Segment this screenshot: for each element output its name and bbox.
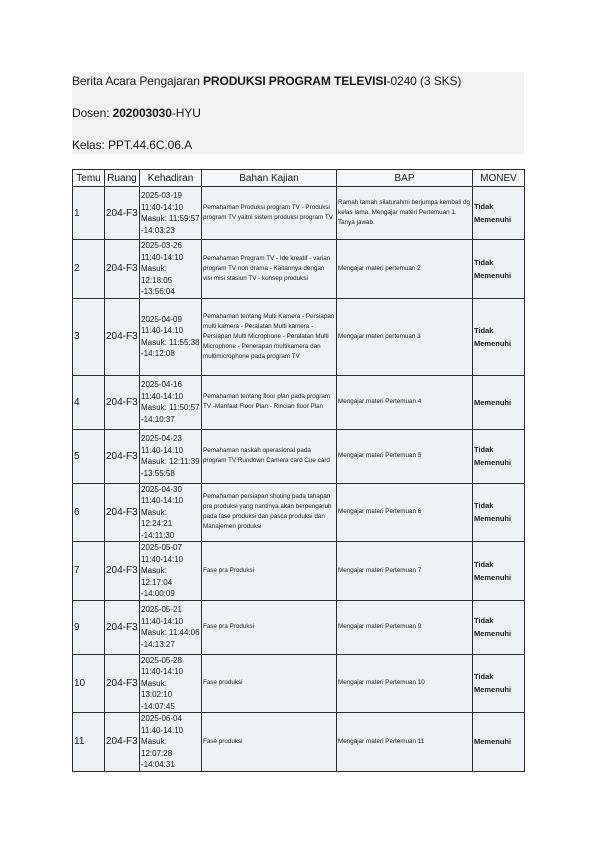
cell-bahan-kajian: Pemahaman tentang floor plan pada program TV -Manfaat Floor Plan - Rincian floor Plan	[202, 375, 337, 429]
cell-kehadiran	[140, 240, 202, 299]
cell-bap: Mengajar materi Pertemuan 9	[337, 600, 473, 654]
cell-bap: Mengajar materi Pertemuan 11	[337, 713, 473, 772]
scheduled-time: 11:40-14:10	[141, 326, 184, 335]
cell-ruang: 204-F3	[105, 375, 140, 429]
attendance-date: 2025-04-30	[141, 484, 182, 494]
cell-monev: Tidak Memenuhi	[473, 240, 525, 299]
check-out-time: -13:56:04	[141, 287, 175, 296]
scheduled-time: 11:40-14:10	[141, 667, 184, 676]
scheduled-time: 11:40-14:10	[141, 554, 184, 564]
cell-bahan-kajian: Fase produksi	[202, 713, 337, 772]
cell-temu: 3	[73, 298, 105, 375]
attendance-date: 2025-05-21	[141, 605, 182, 614]
check-out-time: -14:10:37	[141, 414, 175, 424]
check-out-time: -14:12:08	[141, 349, 175, 358]
check-out-time: -14:13:27	[141, 639, 175, 649]
cell-temu: 11	[73, 713, 105, 772]
col-header-bap: BAP	[337, 170, 473, 187]
cell-bahan-kajian: Fase pra Produksi	[202, 600, 337, 654]
attendance-date: 2025-05-07	[141, 543, 182, 552]
check-in-time: Masuk: 13:02:10	[141, 678, 173, 699]
scheduled-time: 11:40-14:10	[141, 616, 184, 626]
lecturer-line	[72, 106, 201, 120]
cell-bap: Mengajar materi pertemuan 2	[337, 240, 473, 299]
check-out-time: -14:11:30	[141, 530, 175, 540]
cell-temu: 9	[73, 600, 105, 654]
cell-temu: 10	[73, 654, 105, 713]
cell-monev: Tidak Memenuhi	[473, 600, 525, 654]
check-in-time: Masuk: 12:18:05	[141, 264, 173, 285]
table-row	[73, 713, 525, 772]
table-row	[73, 483, 525, 542]
cell-kehadiran	[140, 375, 202, 429]
cell-kehadiran	[140, 654, 202, 713]
cell-bap: Mengajar materi Pertemuan 10	[337, 654, 473, 713]
check-in-time: Masuk: 11:50:57	[141, 403, 200, 412]
title-prefix: Berita Acara Pengajaran	[72, 74, 204, 88]
course-name: PRODUKSI PROGRAM TELEVISI	[203, 74, 387, 88]
cell-ruang: 204-F3	[105, 542, 140, 601]
cell-monev: Tidak Memenuhi	[473, 187, 525, 240]
cell-bap: Mengajar materi Pertemuan 4	[337, 375, 473, 429]
cell-monev: Tidak Memenuhi	[473, 483, 525, 542]
lecturer-id: 202003030	[112, 106, 172, 120]
table-row	[73, 654, 525, 713]
cell-bap: Mengajar materi Pertemuan 7	[337, 542, 473, 601]
table-row	[73, 600, 525, 654]
teaching-record-table	[72, 169, 525, 772]
cell-bahan-kajian: Fase pra Produksi	[202, 542, 337, 601]
table-row	[73, 298, 525, 375]
attendance-date: 2025-03-26	[141, 241, 182, 250]
check-in-time: Masuk: 12:17:04	[141, 566, 173, 587]
check-in-time: Masuk: 11:55:38	[141, 337, 200, 347]
cell-ruang: 204-F3	[105, 429, 140, 483]
col-header-monev: MONEV	[473, 170, 525, 187]
col-header-temu: Temu	[73, 170, 105, 187]
cell-bahan-kajian: Pemahaman Produksi program TV - Produksi program TV yaitni sistem produksi program TV	[202, 187, 337, 240]
cell-ruang: 204-F3	[105, 483, 140, 542]
cell-bap: Ramah tamah silaturahmi berjumpa kembali dg kelas lama. Mengajar materi Pertemuan 1. Tanya jawab.	[337, 187, 473, 240]
cell-temu: 1	[73, 187, 105, 240]
check-in-time: Masuk: 11:59:57	[141, 214, 200, 223]
scheduled-time: 11:40-14:10	[141, 202, 184, 212]
cell-ruang: 204-F3	[105, 298, 140, 375]
col-header-ruang: Ruang	[105, 170, 140, 187]
cell-monev: Tidak Memenuhi	[473, 542, 525, 601]
table-row	[73, 187, 525, 240]
cell-bap: Mengajar materi pertemuan 3	[337, 298, 473, 375]
cell-kehadiran	[140, 713, 202, 772]
cell-ruang: 204-F3	[105, 240, 140, 299]
class-line: Kelas: PPT.44.6C.06.A	[72, 138, 192, 152]
cell-kehadiran	[140, 187, 202, 240]
cell-temu: 7	[73, 542, 105, 601]
cell-monev: Tidak Memenuhi	[473, 298, 525, 375]
table-row	[73, 240, 525, 299]
cell-kehadiran	[140, 483, 202, 542]
cell-bahan-kajian: Pemahaman naskah operasional pada program TV Rundown Camera card Cue card	[202, 429, 337, 483]
check-in-time: Masuk: 11:44:06	[141, 628, 200, 637]
attendance-date: 2025-05-28	[141, 655, 182, 665]
col-header-bahan-kajian: Bahan Kajian	[202, 170, 337, 187]
cell-monev: Tidak Memenuhi	[473, 654, 525, 713]
cell-kehadiran	[140, 542, 202, 601]
cell-ruang: 204-F3	[105, 600, 140, 654]
check-out-time: -14:04:31	[141, 760, 175, 769]
attendance-date: 2025-04-09	[141, 314, 182, 324]
check-out-time: -13:55:58	[141, 468, 175, 478]
cell-ruang: 204-F3	[105, 654, 140, 713]
check-in-time: Masuk: 12:11:39	[141, 457, 200, 466]
cell-temu: 4	[73, 375, 105, 429]
table-row	[73, 542, 525, 601]
check-out-time: -14:03:23	[141, 225, 175, 235]
lecturer-code: -HYU	[171, 106, 201, 120]
cell-kehadiran	[140, 600, 202, 654]
check-out-time: -14:00:09	[141, 589, 175, 598]
document-title	[72, 74, 461, 88]
col-header-kehadiran: Kehadiran	[140, 170, 202, 187]
check-in-time: Masuk: 12:24:21	[141, 507, 173, 528]
scheduled-time: 11:40-14:10	[141, 725, 184, 735]
attendance-date: 2025-03-19	[141, 191, 182, 200]
course-code-sks: -0240 (3 SKS)	[386, 74, 462, 88]
cell-temu: 2	[73, 240, 105, 299]
check-in-time: Masuk: 12:07:28	[141, 737, 173, 758]
cell-kehadiran	[140, 298, 202, 375]
table-row	[73, 429, 525, 483]
cell-bap: Mengajar materi Pertemuan 5	[337, 429, 473, 483]
check-out-time: -14:07:45	[141, 701, 175, 711]
attendance-date: 2025-04-23	[141, 434, 182, 443]
attendance-date: 2025-06-04	[141, 714, 182, 723]
table-header-row	[73, 170, 525, 187]
table-row	[73, 375, 525, 429]
cell-monev: Memenuhi	[473, 375, 525, 429]
cell-monev: Memenuhi	[473, 713, 525, 772]
cell-temu: 6	[73, 483, 105, 542]
scheduled-time: 11:40-14:10	[141, 252, 184, 262]
cell-ruang: 204-F3	[105, 713, 140, 772]
cell-bap: Mengajar materi Pertemuan 6	[337, 483, 473, 542]
cell-bahan-kajian: Pemahaman persiapan shoting pada tahapan pra produksi yang nantinya akan berpengaruh pada fase produksi dan pasca produksi dan Manajemen produksi	[202, 483, 337, 542]
cell-bahan-kajian: Pemahaman tentang Multi Kamera - Persiapan multi kamera - Peralatan Multi kamera - Persiapan Multi Microphone - Peralatan Multi Microphone - Penerapan multikamera dan multimicrophone pada program TV	[202, 298, 337, 375]
cell-kehadiran	[140, 429, 202, 483]
cell-ruang: 204-F3	[105, 187, 140, 240]
lecturer-label: Dosen:	[72, 106, 113, 120]
scheduled-time: 11:40-14:10	[141, 391, 184, 401]
cell-bahan-kajian: Pemahaman Program TV - Ide kreatif - varian program TV non drama - Kaitannya dengan visi misi stasiun TV - konsep produksi	[202, 240, 337, 299]
attendance-date: 2025-04-16	[141, 380, 182, 389]
cell-temu: 5	[73, 429, 105, 483]
scheduled-time: 11:40-14:10	[141, 445, 184, 455]
scheduled-time: 11:40-14:10	[141, 496, 184, 505]
cell-monev: Tidak Memenuhi	[473, 429, 525, 483]
cell-bahan-kajian: Fase produksi	[202, 654, 337, 713]
